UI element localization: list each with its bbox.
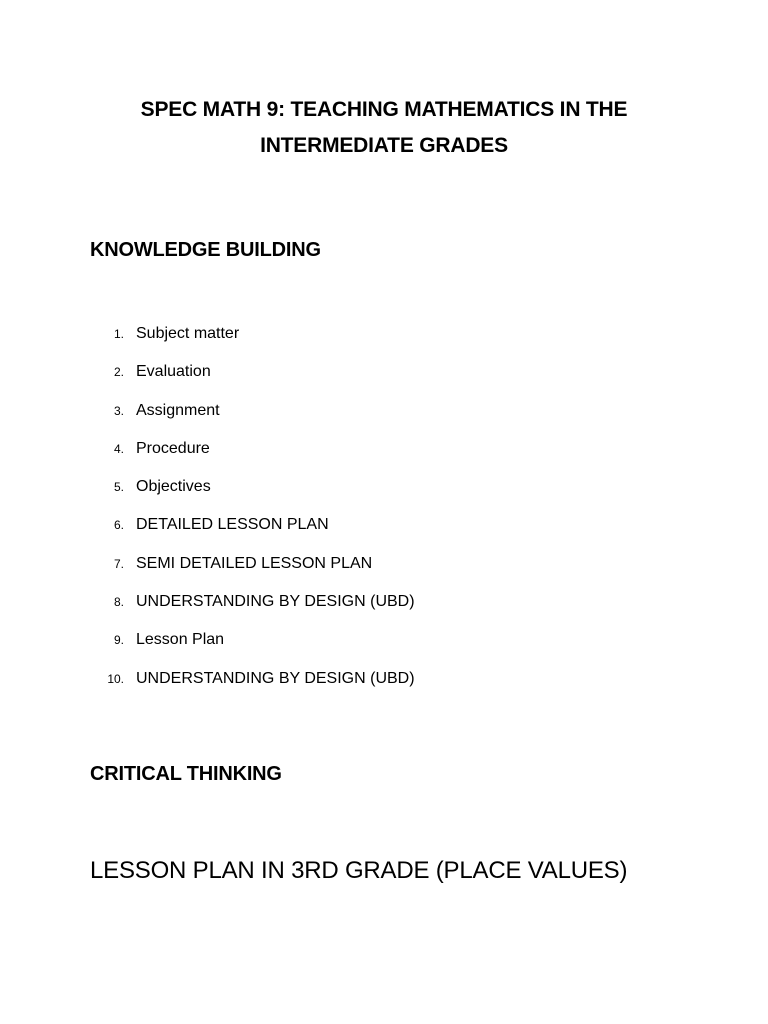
list-item (90, 478, 678, 516)
list-item-number: 3. (113, 403, 124, 418)
list-item-label: SEMI DETAILED LESSON PLAN (136, 554, 373, 572)
list-item-number: 10. (107, 671, 124, 686)
list-item (90, 670, 678, 708)
list-item-label: Evaluation (136, 363, 211, 381)
document-title-line-2: INTERMEDIATE GRADES (260, 134, 508, 157)
document-title-line-1: SPEC MATH 9: TEACHING MATHEMATICS IN THE (140, 98, 628, 121)
list-item-label: Assignment (136, 401, 220, 419)
list-item (90, 363, 678, 401)
list-item-label: Objectives (136, 478, 211, 496)
list-item (90, 402, 678, 440)
list-item-label: Procedure (136, 439, 210, 457)
list-item (90, 325, 678, 363)
list-item-label: Lesson Plan (136, 631, 225, 649)
knowledge-building-heading: KNOWLEDGE BUILDING (90, 239, 321, 261)
document-title (90, 0, 678, 164)
list-item-number: 2. (113, 365, 124, 380)
list-item-number: 4. (113, 441, 124, 456)
list-item-number: 5. (113, 480, 124, 495)
list-item-number: 6. (113, 518, 124, 533)
list-item-number: 8. (113, 595, 124, 610)
list-item-number: 9. (113, 633, 124, 648)
knowledge-building-list (90, 325, 678, 708)
list-item (90, 593, 678, 631)
list-item-label: UNDERSTANDING BY DESIGN (UBD) (136, 669, 415, 687)
list-item-label: DETAILED LESSON PLAN (136, 516, 329, 534)
list-item-label: Subject matter (136, 325, 240, 342)
list-item (90, 555, 678, 593)
list-item (90, 631, 678, 669)
list-item-number: 1. (113, 327, 124, 341)
critical-thinking-heading: CRITICAL THINKING (90, 762, 282, 785)
list-item (90, 516, 678, 554)
list-item-number: 7. (113, 556, 124, 571)
lesson-plan-heading: LESSON PLAN IN 3RD GRADE (PLACE VALUES) (90, 856, 628, 884)
list-item-label: UNDERSTANDING BY DESIGN (UBD) (136, 593, 415, 611)
list-item (90, 440, 678, 478)
